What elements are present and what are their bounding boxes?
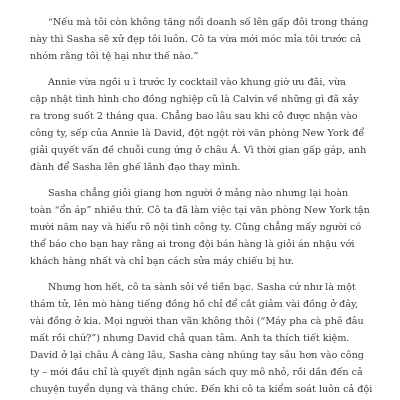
text-line: ra trong suốt 2 tháng qua. Chẳng bao lâu sau khi cô được nhận vào (30, 111, 358, 122)
text-line: “Nếu mà tôi còn không tăng nổi doanh số lên gấp đôi trong tháng (48, 17, 369, 28)
paragraph-1 (30, 14, 368, 65)
text-line: thể báo cho bạn hay rằng ai trong đội bán hàng là giỏi án nhậu với (30, 239, 355, 250)
text-line: Nhưng hơn hết, cô ta sành sỏi về tiền bạc. Sasha cứ như là một (48, 282, 356, 293)
paragraph-4 (30, 279, 373, 398)
text-line: Annie vừa ngồi u ì trước ly cocktail vào khung giờ ưu đãi, vừa (48, 77, 346, 88)
text-line: David ở lại châu Á càng lâu, Sasha càng nhúng tay sâu hơn vào công (30, 350, 364, 361)
text-line: toàn “ổn áp” nhiều thứ. Cô ta đã làm việc tại văn phòng New York tận (30, 205, 370, 216)
paragraph-2 (30, 74, 368, 176)
text-line: Sasha chẳng giỏi giang hơn người ở mảng nào nhưng lại hoàn (48, 188, 349, 199)
text-line: chuyện tuyển dụng và thăng chức. Đến khi cô ta kiểm soát luôn cả đội (30, 384, 373, 395)
text-line: thám tử, lên mò hàng tiếng đồng hồ chỉ để cắt giảm vài đồng ở đây, (30, 299, 359, 310)
text-line: vài đồng ở kia. Mọi người than vãn không thôi (“Máy pha cà phê đâu (30, 316, 364, 327)
text-line: công ty, sếp của Annie là David, đột ngột rời văn phòng New York để (30, 128, 365, 139)
text-line: ty – mới đầu chỉ là quyết định ngân sách quy mô nhỏ, rồi dần đến cả (30, 367, 363, 378)
text-line: cập nhật tình hình cho đồng nghiệp cũ là Calvin về những gì đã xảy (30, 94, 359, 105)
text-line: khách hàng nhất và chỉ bạn cách sửa máy chiếu bị hư. (30, 256, 294, 267)
text-line: này thì Sasha sẽ xử đẹp tôi luôn. Cô ta vừa mới móc mỉa tôi trước cả (30, 34, 362, 45)
text-line: giải quyết vấn đề chuỗi cung ứng ở châu Á. Vì thời gian gấp gáp, anh (30, 145, 367, 156)
text-line: mười năm nay và hiểu rõ nội tình công ty. Cũng chẳng mấy người có (30, 222, 362, 233)
text-line: nhóm rằng tôi tệ hại như thế nào.” (30, 51, 199, 62)
text-line: mất rồi chứ?”) nhưng David chả quan tâm. Anh ta thích tiết kiệm. (30, 333, 350, 344)
text-line: đành để Sasha lên ghế lãnh đạo thay mình. (30, 162, 241, 173)
paragraph-3 (30, 185, 368, 270)
